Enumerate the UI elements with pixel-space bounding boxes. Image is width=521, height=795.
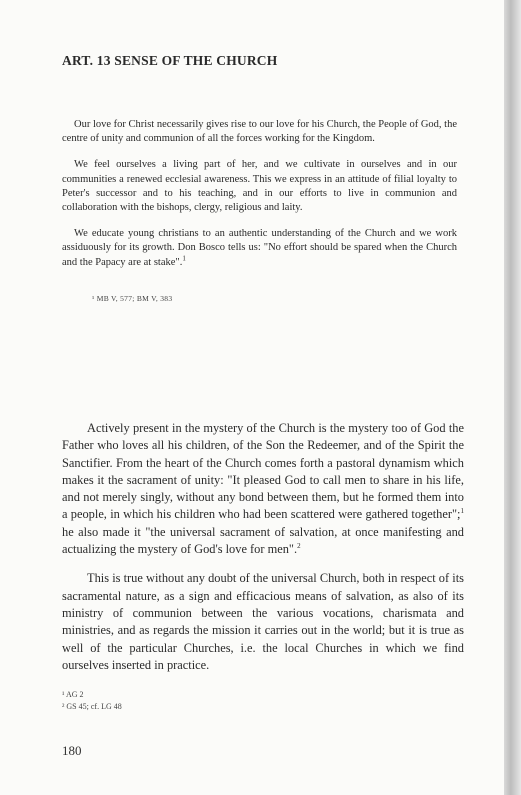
footnote-marker: 1 [460, 507, 464, 516]
commentary-text-span: Actively present in the mystery of the Church is the mystery too of God the Father who loves all his children, of the Son the Redeemer, and of the Spirit the Sanctifier. From the heart of the Church comes forth a pastoral dynamism which makes it the sacrament of unity: "It pleased God to call men to share in his life, and not merely singly, without any bond between them, but he formed them into a people, in which his children who had been scattered were gathered together"; [62, 421, 464, 522]
footnotes [62, 689, 122, 712]
footnote: ² GS 45; cf. LG 48 [62, 701, 122, 711]
article-paragraph: Our love for Christ necessarily gives rise to our love for his Church, the People of God, the centre of unity and communion of all the forces working for the Kingdom. [62, 119, 457, 145]
article-paragraph [62, 227, 457, 270]
article-paragraph-text: We educate young christians to an authentic understanding of the Church and we work assiduously for its growth. Don Bosco tells us: "No effort should be spared when the Church and the Papacy are at stake". [62, 228, 457, 268]
article-heading: ART. 13 SENSE OF THE CHURCH [62, 53, 278, 68]
footnote: ¹ AG 2 [62, 690, 84, 699]
commentary-paragraph: This is true without any doubt of the universal Church, both in respect of its sacramental nature, as a sign and efficacious means of salvation, as also of its ministry of communion between the various vocations, charismata and ministries, and as regards the mission it carries out in the world; but it is true as well of the particular Churches, i.e. the local Churches in which we find ourselves inserted in practice. [62, 571, 464, 672]
article-footnote: ¹ MB V, 577; BM V, 383 [92, 294, 173, 303]
footnote-marker: 2 [297, 541, 301, 550]
commentary-text-span: he also made it "the universal sacrament of salvation, at once manifesting and actualizing the mystery of God's love for men". [62, 524, 464, 557]
book-page-edge [504, 0, 521, 795]
article-text [62, 118, 457, 282]
page-number: 180 [62, 743, 82, 758]
footnote-marker: 1 [182, 254, 186, 263]
article-paragraph: We feel ourselves a living part of her, and we cultivate in ourselves and in our communities a renewed ecclesial awareness. This we express in an attitude of filial loyalty to Peter's successor and to his teaching, and in our efforts to live in communion and collaboration with the bishops, clergy, religious and laity. [62, 159, 457, 214]
commentary-text [62, 420, 464, 686]
commentary-paragraph [62, 420, 464, 558]
